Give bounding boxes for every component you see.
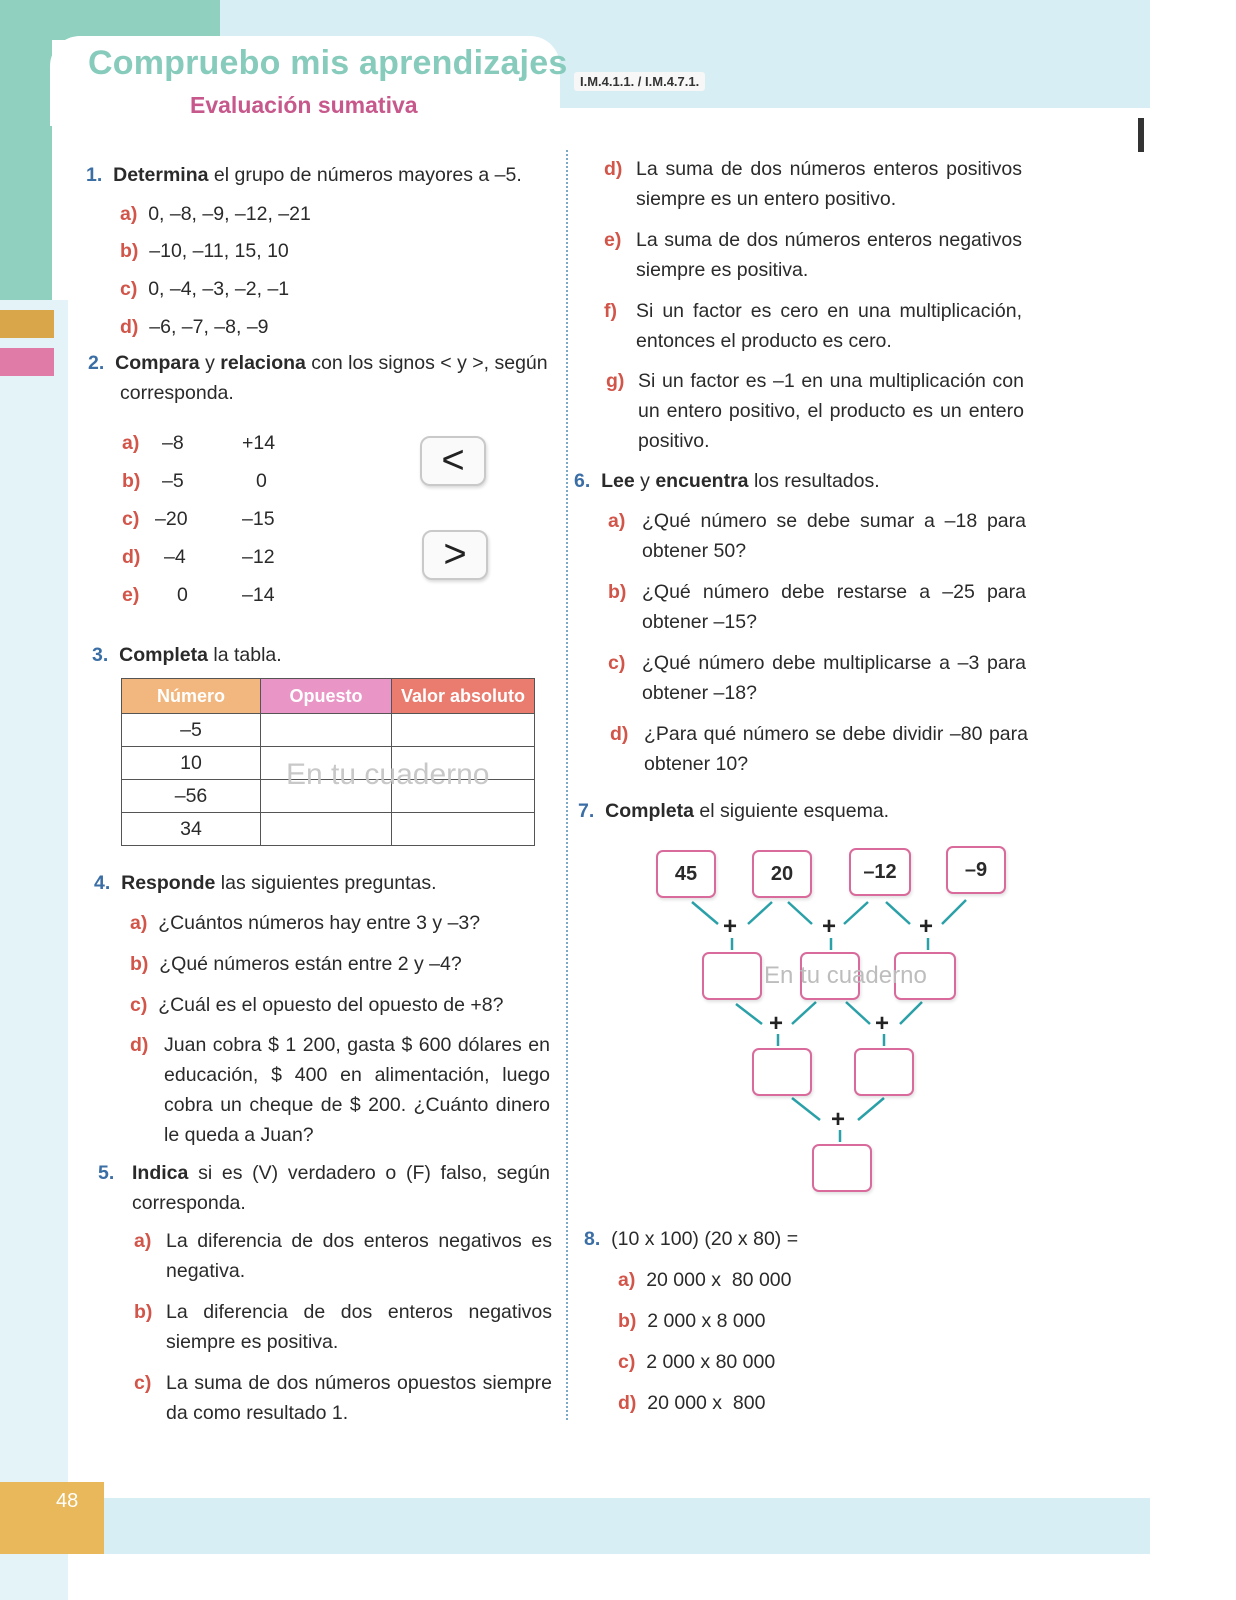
q2-row-b-left: –5 <box>162 470 184 492</box>
table-cell: 34 <box>122 813 261 846</box>
q2-row-e: e) <box>122 584 140 606</box>
q2-row-b-right: 0 <box>256 470 267 492</box>
tree-top-box-1: 45 <box>656 850 716 898</box>
q6-option-b: b) ¿Qué número debe restarse a –25 para obtener –15? <box>608 581 1026 633</box>
q2-row-a-left: –8 <box>162 432 184 454</box>
q2-row-c-right: –15 <box>242 508 275 530</box>
tree-lower-box-2 <box>854 1048 914 1096</box>
question-8: 8. (10 x 100) (20 x 80) = <box>584 1228 799 1250</box>
greater-than-card: > <box>422 530 488 580</box>
q5-option-b: b) La diferencia de dos enteros negativos siempre es positiva. <box>134 1301 552 1353</box>
question-7: 7. Completa el siguiente esquema. <box>578 800 890 822</box>
q2-row-a: a) <box>122 432 140 454</box>
col-header-valor-absoluto: Valor absoluto <box>392 679 535 714</box>
tree-bottom-box <box>812 1144 872 1192</box>
plus-sign: + <box>822 913 837 940</box>
q4-option-c: c) ¿Cuál es el opuesto del opuesto de +8? <box>130 994 504 1016</box>
q2-row-c-left: –20 <box>155 508 188 530</box>
q2-row-a-right: +14 <box>242 432 276 454</box>
question-5: 5. Indica si es (V) verdadero o (F) falso, según corresponda. <box>98 1162 550 1214</box>
plus-sign: + <box>875 1010 890 1037</box>
q8-option-c: c) 2 000 x 80 000 <box>618 1351 776 1373</box>
q2-row-c: c) <box>122 508 140 530</box>
q6-option-d: d) ¿Para qué número se debe dividir –80 para obtener 10? <box>610 723 1028 775</box>
plus-sign: + <box>723 913 738 940</box>
tree-top-box-2: 20 <box>752 850 812 898</box>
q8-option-b: b) 2 000 x 8 000 <box>618 1310 766 1332</box>
indicator-text: I.M.4.1.1. / I.M.4.7.1. <box>580 74 700 89</box>
q1-option-a: a) 0, –8, –9, –12, –21 <box>120 203 311 225</box>
q8-option-a: a) 20 000 x 80 000 <box>618 1269 792 1291</box>
q2-row-e-left: 0 <box>177 584 188 606</box>
table-cell: –5 <box>122 714 261 747</box>
q2-row-d-right: –12 <box>242 546 275 568</box>
q2-row-e-right: –14 <box>242 584 275 606</box>
col-header-opuesto: Opuesto <box>261 679 392 714</box>
page-number-tab <box>0 1482 104 1554</box>
q6-option-c: c) ¿Qué número debe multiplicarse a –3 para obtener –18? <box>608 652 1026 704</box>
q2-row-d: d) <box>122 546 141 568</box>
tree-mid-box-1 <box>702 952 762 1000</box>
question-2: 2. Compara y relaciona con los signos < y >, según corresponda. <box>88 352 548 404</box>
question-4: 4. Responde las siguientes preguntas. <box>94 872 437 894</box>
q1-option-c: c) 0, –4, –3, –2, –1 <box>120 278 290 300</box>
page-number: 48 <box>56 1490 79 1512</box>
plus-sign: + <box>769 1010 784 1037</box>
page-subtitle: Evaluación sumativa <box>190 92 418 118</box>
q5-option-f: f) Si un factor es cero en una multiplicación, entonces el producto es cero. <box>604 300 1022 352</box>
tree-top-box-4: –9 <box>946 846 1006 894</box>
q4-option-a: a) ¿Cuántos números hay entre 3 y –3? <box>130 912 481 934</box>
q1-option-b: b) –10, –11, 15, 10 <box>120 240 289 262</box>
tree-lower-box-1 <box>752 1048 812 1096</box>
q6-option-a: a) ¿Qué número se debe sumar a –18 para obtener 50? <box>608 510 1026 562</box>
table-cell: –56 <box>122 780 261 813</box>
plus-sign: + <box>919 913 934 940</box>
col-header-numero: Número <box>122 679 261 714</box>
page-title: Compruebo mis aprendizajes <box>88 44 568 82</box>
q8-option-d: d) 20 000 x 800 <box>618 1392 766 1414</box>
q4-option-b: b) ¿Qué números están entre 2 y –4? <box>130 953 462 975</box>
q5-option-g: g) Si un factor es –1 en una multiplicación con un entero positivo, el producto es un entero positivo. <box>606 370 1024 452</box>
q4-option-d: d) Juan cobra $ 1 200, gasta $ 600 dólares en educación, $ 400 en alimentación, luego cobra un cheque de $ 200. ¿Cuánto dinero le queda a Juan? <box>130 1034 550 1146</box>
question-6: 6. Lee y encuentra los resultados. <box>574 470 880 492</box>
q1-option-d: d) –6, –7, –8, –9 <box>120 316 269 338</box>
q5-option-c: c) La suma de dos números opuestos siempre da como resultado 1. <box>134 1372 552 1424</box>
q5-option-e: e) La suma de dos números enteros negativos siempre es positiva. <box>604 229 1022 281</box>
table-watermark: En tu cuaderno <box>286 758 490 791</box>
question-3: 3. Completa la tabla. <box>92 644 282 666</box>
q2-row-d-left: –4 <box>164 546 186 568</box>
less-than-card: < <box>420 436 486 486</box>
plus-sign: + <box>831 1106 846 1133</box>
tree-top-box-3: –12 <box>849 848 911 896</box>
tree-watermark: En tu cuaderno <box>764 962 927 989</box>
q5-option-a: a) La diferencia de dos enteros negativos es negativa. <box>134 1230 552 1282</box>
q5-option-d: d) La suma de dos números enteros positivos siempre es un entero positivo. <box>604 158 1022 210</box>
table-cell: 10 <box>122 747 261 780</box>
q2-row-b: b) <box>122 470 141 492</box>
question-1: 1. Determina el grupo de números mayores a –5. <box>86 164 522 186</box>
